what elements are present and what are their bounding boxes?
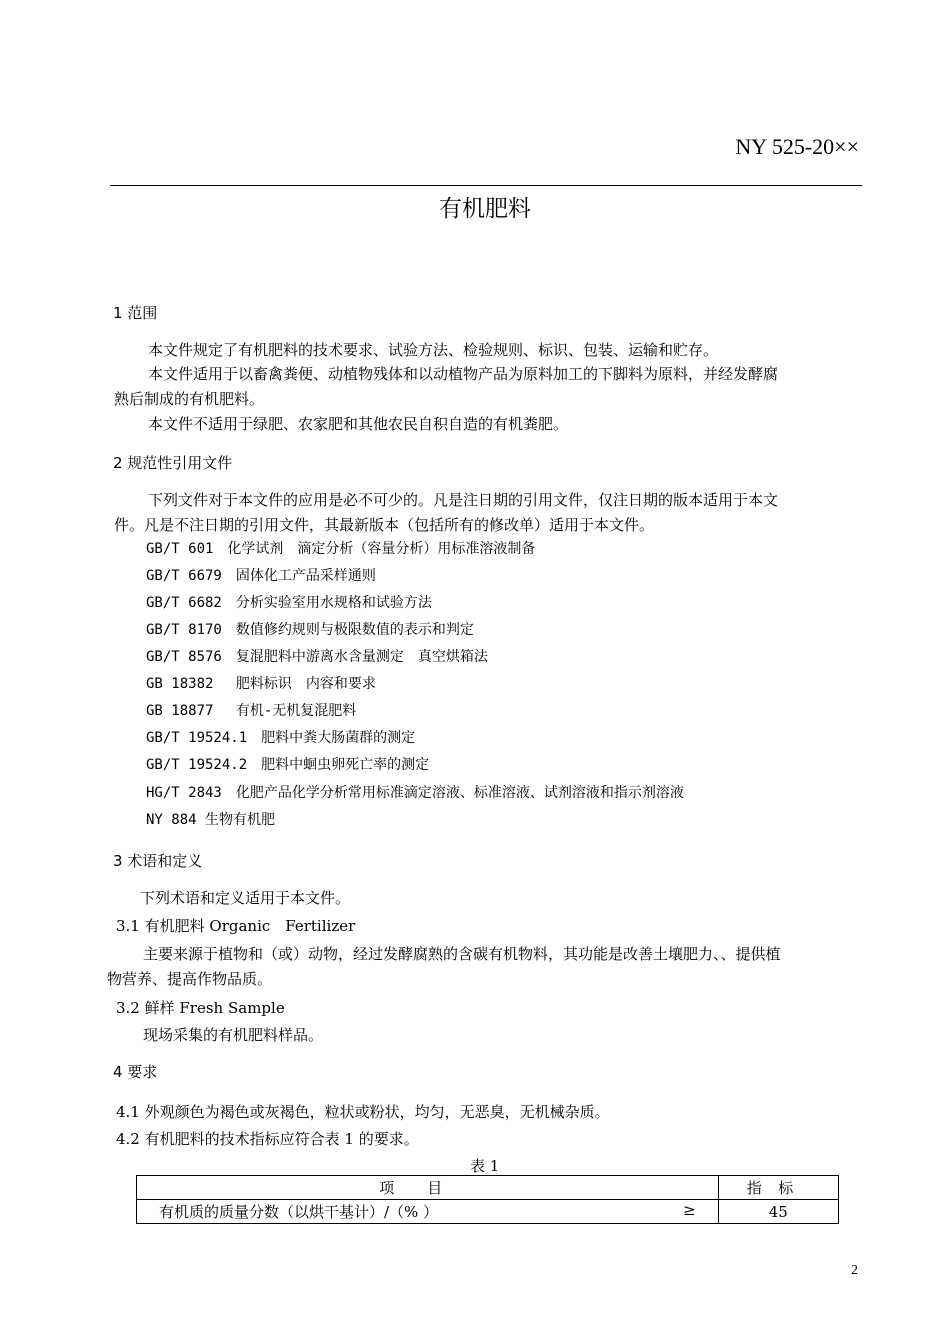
table-cell-value: 45 (718, 1200, 838, 1224)
requirement-4-1: 4.1 外观颜色为褐色或灰褐色，粒状或粉状，均匀，无恶臭，无机械杂质。 (116, 1103, 610, 1121)
section-2-paragraph-line-2: 件。凡是不注日期的引用文件，其最新版本（包括所有的修改单）适用于本文件。 (114, 516, 655, 534)
table-header-row (137, 1176, 839, 1200)
reference-item: GB/T 6679 固体化工产品采样通则 (146, 568, 376, 584)
section-1-heading: 1 范围 (113, 304, 158, 322)
section-1-paragraph-2-line-2: 熟后制成的有机肥料。 (114, 390, 265, 408)
reference-item: NY 884 生物有机肥 (146, 812, 276, 828)
reference-item: GB/T 8576 复混肥料中游离水含量测定 真空烘箱法 (146, 649, 488, 665)
specification-table (136, 1175, 839, 1224)
table-cell-label: 有机质的质量分数（以烘干基计）/（% ） (159, 1203, 439, 1221)
term-3-1-definition-line-2: 物营养、提高作物品质。 (107, 970, 273, 988)
reference-item: GB 18877 有机-无机复混肥料 (146, 703, 357, 719)
section-1-paragraph-2-line-1: 本文件适用于以畜禽粪便、动植物残体和以动植物产品为原料加工的下脚料为原料，并经发酵腐 (148, 365, 779, 383)
table-cell-operator: ≥ (683, 1201, 696, 1219)
section-2-paragraph-line-1: 下列文件对于本文件的应用是必不可少的。凡是注日期的引用文件，仅注日期的版本适用于本文 (148, 491, 779, 509)
section-1-paragraph-1: 本文件规定了有机肥料的技术要求、试验方法、检验规则、标识、包装、运输和贮存。 (148, 341, 719, 359)
reference-item: GB 18382 肥料标识 内容和要求 (146, 676, 376, 692)
term-3-2-definition: 现场采集的有机肥料样品。 (143, 1026, 324, 1044)
document-title: 有机肥料 (439, 196, 531, 222)
term-3-2-label: 3.2 鲜样 Fresh Sample (116, 999, 285, 1017)
page-number: 2 (851, 1263, 858, 1278)
table-row (137, 1200, 839, 1224)
reference-item: GB/T 19524.2 肥料中蛔虫卵死亡率的测定 (146, 757, 430, 773)
term-3-1-label: 3.1 有机肥料 Organic Fertilizer (116, 917, 356, 935)
reference-item: HG/T 2843 化肥产品化学分析常用标准滴定溶液、标准溶液、试剂溶液和指示剂溶液 (146, 785, 684, 801)
standard-code: NY 525-20×× (735, 134, 859, 159)
section-4-heading: 4 要求 (113, 1063, 158, 1081)
section-1-paragraph-3: 本文件不适用于绿肥、农家肥和其他农民自积自造的有机粪肥。 (148, 415, 569, 433)
term-3-1-definition-line-1: 主要来源于植物和（或）动物，经过发酵腐熟的含碳有机物料，其功能是改善土壤肥力、、提供植 (143, 945, 781, 963)
section-2-heading: 2 规范性引用文件 (113, 454, 233, 472)
requirement-4-2: 4.2 有机肥料的技术指标应符合表 1 的要求。 (116, 1130, 419, 1148)
table-cell-item (137, 1200, 719, 1224)
reference-item: GB/T 19524.1 肥料中粪大肠菌群的测定 (146, 730, 416, 746)
reference-item: GB/T 8170 数值修约规则与极限数值的表示和判定 (146, 622, 474, 638)
header-rule (110, 185, 862, 186)
reference-item: GB/T 6682 分析实验室用水规格和试验方法 (146, 595, 432, 611)
table-header-value: 指标 (718, 1176, 838, 1200)
section-3-heading: 3 术语和定义 (113, 852, 203, 870)
table-header-item: 项目 (137, 1176, 719, 1200)
table-caption: 表 1 (470, 1157, 500, 1175)
section-3-intro: 下列术语和定义适用于本文件。 (140, 889, 351, 907)
reference-item: GB/T 601 化学试剂 滴定分析（容量分析）用标准溶液制备 (146, 541, 536, 557)
